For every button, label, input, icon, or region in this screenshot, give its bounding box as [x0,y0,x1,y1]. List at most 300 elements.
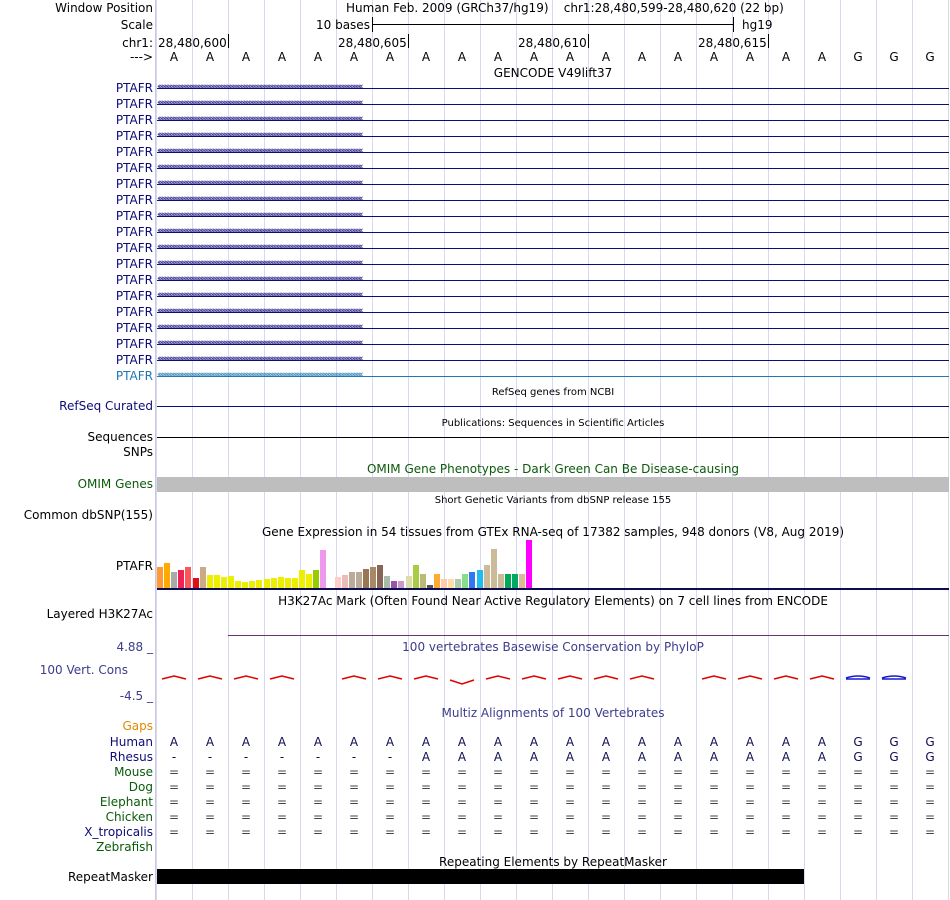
alignment-base: A [421,750,431,764]
coordinate-label: 28,480,610 [518,36,587,50]
alignment-base: A [673,735,683,749]
gaps-label[interactable]: Gaps [122,719,153,733]
scale-label: Scale [120,18,153,32]
species-label[interactable]: Elephant [99,795,153,809]
gtex-tissue-bar[interactable] [228,576,234,588]
alignment-base: = [816,765,828,779]
alignment-base: = [168,795,180,809]
phylop-score-mark[interactable] [702,676,726,679]
alignment-base: = [852,810,864,824]
gtex-tissue-bar[interactable] [484,565,490,588]
alignment-base: = [456,780,468,794]
alignment-base: A [529,750,539,764]
phylop-label[interactable]: 100 Vert. Cons [39,663,128,677]
gtex-tissue-bar[interactable] [398,581,404,588]
alignment-base: A [457,750,467,764]
intron-arrows: ‹‹‹‹‹‹‹‹‹‹‹‹‹‹‹‹‹‹‹‹‹‹‹‹‹‹‹‹‹‹‹‹‹‹‹‹‹‹‹‹‹‹‹‹‹‹‹‹‹‹‹‹‹‹‹‹‹‹‹‹‹‹‹‹‹‹‹‹‹‹‹‹‹‹‹‹‹‹‹‹‹‹‹‹‹‹‹‹‹‹‹‹‹‹‹‹‹‹‹‹‹‹‹‹‹‹‹‹‹‹‹‹‹‹‹‹‹‹‹‹‹‹‹‹‹‹‹‹‹‹‹‹ [157,210,362,220]
omim-gene-bar[interactable] [157,477,949,492]
base-letter: A [169,50,179,64]
alignment-base: = [816,795,828,809]
alignment-base: = [744,810,756,824]
intron-arrows: ‹‹‹‹‹‹‹‹‹‹‹‹‹‹‹‹‹‹‹‹‹‹‹‹‹‹‹‹‹‹‹‹‹‹‹‹‹‹‹‹‹‹‹‹‹‹‹‹‹‹‹‹‹‹‹‹‹‹‹‹‹‹‹‹‹‹‹‹‹‹‹‹‹‹‹‹‹‹‹‹‹‹‹‹‹‹‹‹‹‹‹‹‹‹‹‹‹‹‹‹‹‹‹‹‹‹‹‹‹‹‹‹‹‹‹‹‹‹‹‹‹‹‹‹‹‹‹‹‹‹‹‹ [157,322,362,332]
base-letter: A [313,50,323,64]
alignment-base: = [456,795,468,809]
alignment-base: = [240,780,252,794]
gtex-tissue-bar[interactable] [477,570,483,588]
phylop-graph[interactable] [156,660,950,700]
repeatmasker-label[interactable]: RepeatMasker [67,870,153,884]
pubs-line[interactable] [157,437,949,438]
alignment-base: = [600,795,612,809]
intron-arrows: ‹‹‹‹‹‹‹‹‹‹‹‹‹‹‹‹‹‹‹‹‹‹‹‹‹‹‹‹‹‹‹‹‹‹‹‹‹‹‹‹‹‹‹‹‹‹‹‹‹‹‹‹‹‹‹‹‹‹‹‹‹‹‹‹‹‹‹‹‹‹‹‹‹‹‹‹‹‹‹‹‹‹‹‹‹‹‹‹‹‹‹‹‹‹‹‹‹‹‹‹‹‹‹‹‹‹‹‹‹‹‹‹‹‹‹‹‹‹‹‹‹‹‹‹‹‹‹‹‹‹‹‹ [157,194,362,204]
alignment-base: A [745,750,755,764]
alignment-base: A [493,735,503,749]
alignment-base: A [709,750,719,764]
transcript-label[interactable]: PTAFR [115,177,153,191]
alignment-base: = [708,765,720,779]
alignment-base: = [924,810,936,824]
gtex-tissue-bar[interactable] [157,567,163,588]
phylop-score-mark[interactable] [522,676,546,679]
gtex-tissue-bar[interactable] [306,574,312,588]
alignment-base: = [888,765,900,779]
intron-arrows: ‹‹‹‹‹‹‹‹‹‹‹‹‹‹‹‹‹‹‹‹‹‹‹‹‹‹‹‹‹‹‹‹‹‹‹‹‹‹‹‹‹‹‹‹‹‹‹‹‹‹‹‹‹‹‹‹‹‹‹‹‹‹‹‹‹‹‹‹‹‹‹‹‹‹‹‹‹‹‹‹‹‹‹‹‹‹‹‹‹‹‹‹‹‹‹‹‹‹‹‹‹‹‹‹‹‹‹‹‹‹‹‹‹‹‹‹‹‹‹‹‹‹‹‹‹‹‹‹‹‹‹‹ [157,242,362,252]
gtex-tissue-bar[interactable] [441,579,447,588]
alignment-base: = [564,765,576,779]
species-label[interactable]: Chicken [105,810,153,824]
intron-arrows: ‹‹‹‹‹‹‹‹‹‹‹‹‹‹‹‹‹‹‹‹‹‹‹‹‹‹‹‹‹‹‹‹‹‹‹‹‹‹‹‹‹‹‹‹‹‹‹‹‹‹‹‹‹‹‹‹‹‹‹‹‹‹‹‹‹‹‹‹‹‹‹‹‹‹‹‹‹‹‹‹‹‹‹‹‹‹‹‹‹‹‹‹‹‹‹‹‹‹‹‹‹‹‹‹‹‹‹‹‹‹‹‹‹‹‹‹‹‹‹‹‹‹‹‹‹‹‹‹‹‹‹‹ [157,98,362,108]
alignment-base: = [636,825,648,839]
alignment-base: A [817,750,827,764]
phylop-score-mark[interactable] [234,676,258,679]
species-label[interactable]: Mouse [114,765,153,779]
refseq-label[interactable]: RefSeq Curated [59,399,153,413]
alignment-base: = [780,780,792,794]
alignment-base: = [528,795,540,809]
transcript-label[interactable]: PTAFR [115,305,153,319]
alignment-base: = [168,810,180,824]
assembly-name: Human Feb. 2009 (GRCh37/hg19) [346,1,549,15]
alignment-base: = [672,810,684,824]
phylop-score-mark[interactable] [270,676,294,679]
base-letter: G [853,50,863,64]
transcript-label[interactable]: PTAFR [115,353,153,367]
alignment-base: = [636,795,648,809]
alignment-base: = [852,780,864,794]
alignment-base: = [780,795,792,809]
phylop-score-mark[interactable] [594,676,618,679]
intron-arrows: ‹‹‹‹‹‹‹‹‹‹‹‹‹‹‹‹‹‹‹‹‹‹‹‹‹‹‹‹‹‹‹‹‹‹‹‹‹‹‹‹‹‹‹‹‹‹‹‹‹‹‹‹‹‹‹‹‹‹‹‹‹‹‹‹‹‹‹‹‹‹‹‹‹‹‹‹‹‹‹‹‹‹‹‹‹‹‹‹‹‹‹‹‹‹‹‹‹‹‹‹‹‹‹‹‹‹‹‹‹‹‹‹‹‹‹‹‹‹‹‹‹‹‹‹‹‹‹‹‹‹‹‹ [157,290,362,300]
alignment-base: = [204,810,216,824]
alignment-base: - [243,750,249,764]
phylop-score-mark[interactable] [162,676,186,679]
alignment-base: A [709,735,719,749]
alignment-base: G [853,750,863,764]
gtex-tissue-bar[interactable] [363,569,369,588]
alignment-base: = [276,825,288,839]
alignment-base: A [781,735,791,749]
alignment-base: = [708,780,720,794]
gtex-tissue-bar[interactable] [200,567,206,588]
h3k27ac-signal[interactable] [228,635,949,636]
alignment-base: = [384,810,396,824]
transcript-label[interactable]: PTAFR [115,337,153,351]
base-letter: A [673,50,683,64]
intron-arrows: ‹‹‹‹‹‹‹‹‹‹‹‹‹‹‹‹‹‹‹‹‹‹‹‹‹‹‹‹‹‹‹‹‹‹‹‹‹‹‹‹‹‹‹‹‹‹‹‹‹‹‹‹‹‹‹‹‹‹‹‹‹‹‹‹‹‹‹‹‹‹‹‹‹‹‹‹‹‹‹‹‹‹‹‹‹‹‹‹‹‹‹‹‹‹‹‹‹‹‹‹‹‹‹‹‹‹‹‹‹‹‹‹‹‹‹‹‹‹‹‹‹‹‹‹‹‹‹‹‹‹‹‹ [157,274,362,284]
base-letter: A [601,50,611,64]
phylop-score-mark[interactable] [450,680,474,684]
coordinate-tick [228,34,229,48]
dbsnp-title: Short Genetic Variants from dbSNP release 155 [434,495,672,506]
gtex-label[interactable]: PTAFR [115,559,153,573]
gtex-tissue-bar[interactable] [235,581,241,588]
gtex-tissue-bar[interactable] [299,570,305,588]
base-letter: A [349,50,359,64]
gtex-tissue-bar[interactable] [519,574,525,588]
phylop-score-mark[interactable] [846,676,870,679]
phylop-score-mark[interactable] [378,676,402,679]
intron-arrows: ‹‹‹‹‹‹‹‹‹‹‹‹‹‹‹‹‹‹‹‹‹‹‹‹‹‹‹‹‹‹‹‹‹‹‹‹‹‹‹‹‹‹‹‹‹‹‹‹‹‹‹‹‹‹‹‹‹‹‹‹‹‹‹‹‹‹‹‹‹‹‹‹‹‹‹‹‹‹‹‹‹‹‹‹‹‹‹‹‹‹‹‹‹‹‹‹‹‹‹‹‹‹‹‹‹‹‹‹‹‹‹‹‹‹‹‹‹‹‹‹‹‹‹‹‹‹‹‹‹‹‹‹ [157,82,362,92]
transcript-label[interactable]: PTAFR [115,225,153,239]
gtex-tissue-bar[interactable] [384,576,390,588]
gtex-tissue-bar[interactable] [249,581,255,588]
alignment-base: = [348,765,360,779]
alignment-base: A [493,750,503,764]
alignment-base: = [780,825,792,839]
gtex-tissue-bar[interactable] [505,574,511,588]
alignment-base: A [205,735,215,749]
alignment-base: = [240,765,252,779]
gtex-tissue-bar[interactable] [278,577,284,588]
alignment-base: = [492,765,504,779]
alignment-base: = [312,795,324,809]
phylop-score-mark[interactable] [630,676,654,679]
coordinate-label: 28,480,605 [338,36,407,50]
gtex-tissue-bar[interactable] [320,550,326,588]
scale-bar [372,24,733,25]
alignment-base: = [420,825,432,839]
alignment-base: = [924,825,936,839]
alignment-base: = [240,795,252,809]
alignment-base: = [384,765,396,779]
alignment-base: = [672,825,684,839]
alignment-base: A [529,735,539,749]
species-label[interactable]: Rhesus [109,750,153,764]
gtex-tissue-bar[interactable] [469,572,475,588]
alignment-base: - [315,750,321,764]
scale-db: hg19 [742,18,773,32]
transcript-label[interactable]: PTAFR [115,161,153,175]
alignment-base: = [708,810,720,824]
species-label[interactable]: X_tropicalis [84,825,153,839]
transcript-label[interactable]: PTAFR [115,369,153,383]
alignment-base: = [636,780,648,794]
strand-arrow-label: ---> [129,50,153,64]
alignment-base: = [924,765,936,779]
repeatmasker-element[interactable] [157,869,804,884]
alignment-base: = [240,825,252,839]
alignment-base: = [456,825,468,839]
alignment-base: = [456,810,468,824]
phylop-score-mark[interactable] [342,676,366,679]
phylop-score-mark[interactable] [774,676,798,679]
alignment-base: = [204,765,216,779]
alignment-base: = [420,765,432,779]
alignment-base: A [385,735,395,749]
gtex-tissue-bar[interactable] [271,578,277,588]
base-letter: A [745,50,755,64]
gtex-tissue-bar[interactable] [292,578,298,588]
alignment-base: = [744,825,756,839]
refseq-title: RefSeq genes from NCBI [491,387,615,398]
alignment-base: A [565,735,575,749]
alignment-base: = [528,810,540,824]
alignment-base: = [924,780,936,794]
coordinate-tick [768,34,769,48]
alignment-base: - [387,750,393,764]
alignment-base: = [276,810,288,824]
gtex-baseline [157,588,949,590]
alignment-base: = [888,780,900,794]
alignment-base: = [816,780,828,794]
base-letter: A [421,50,431,64]
gtex-tissue-bar[interactable] [349,572,355,588]
gtex-tissue-bar[interactable] [313,570,319,588]
gtex-tissue-bar[interactable] [491,549,497,588]
snps-label[interactable]: SNPs [123,445,153,459]
alignment-base: - [351,750,357,764]
transcript-label[interactable]: PTAFR [115,81,153,95]
alignment-base: = [708,795,720,809]
alignment-base: A [637,735,647,749]
alignment-base: = [348,810,360,824]
alignment-base: = [348,780,360,794]
alignment-base: = [888,810,900,824]
gtex-tissue-bar[interactable] [420,574,426,588]
gtex-tissue-bar[interactable] [342,575,348,588]
coordinate-tick [588,34,589,48]
alignment-base: G [925,750,935,764]
gtex-tissue-bar[interactable] [448,579,454,588]
gtex-tissue-bar[interactable] [370,567,376,588]
phylop-score-mark[interactable] [486,676,510,679]
alignment-base: = [312,765,324,779]
alignment-base: A [169,735,179,749]
alignment-base: = [600,810,612,824]
base-letter: A [457,50,467,64]
alignment-base: = [672,780,684,794]
h3k27ac-title: H3K27Ac Mark (Often Found Near Active Regulatory Elements) on 7 cell lines from ENCODE [278,594,828,608]
alignment-base: A [313,735,323,749]
gtex-tissue-bar[interactable] [335,577,341,588]
transcript-label[interactable]: PTAFR [115,289,153,303]
gtex-tissue-bar[interactable] [178,570,184,588]
gtex-tissue-bar[interactable] [512,574,518,588]
alignment-base: = [312,780,324,794]
alignment-base: = [636,810,648,824]
gtex-tissue-bar[interactable] [455,579,461,588]
alignment-base: = [204,825,216,839]
base-letter: G [889,50,899,64]
gtex-title: Gene Expression in 54 tissues from GTEx RNA-seq of 17382 samples, 948 donors (V8, Aug 2019) [261,525,845,539]
transcript-label[interactable]: PTAFR [115,97,153,111]
phylop-score-mark[interactable] [810,676,834,679]
h3k27ac-label[interactable]: Layered H3K27Ac [46,607,153,621]
alignment-base: A [565,750,575,764]
label-separator [155,0,156,900]
gtex-tissue-bar[interactable] [434,574,440,588]
coordinate-label: 28,480,615 [698,36,767,50]
intron-arrows: ‹‹‹‹‹‹‹‹‹‹‹‹‹‹‹‹‹‹‹‹‹‹‹‹‹‹‹‹‹‹‹‹‹‹‹‹‹‹‹‹‹‹‹‹‹‹‹‹‹‹‹‹‹‹‹‹‹‹‹‹‹‹‹‹‹‹‹‹‹‹‹‹‹‹‹‹‹‹‹‹‹‹‹‹‹‹‹‹‹‹‹‹‹‹‹‹‹‹‹‹‹‹‹‹‹‹‹‹‹‹‹‹‹‹‹‹‹‹‹‹‹‹‹‹‹‹‹‹‹‹‹‹ [157,178,362,188]
alignment-base: = [420,810,432,824]
gtex-tissue-bar[interactable] [406,576,412,588]
species-label[interactable]: Human [109,735,153,749]
phylop-score-mark[interactable] [558,676,582,679]
base-letter: A [817,50,827,64]
gtex-tissue-bar[interactable] [391,581,397,588]
alignment-base: = [348,825,360,839]
alignment-base: G [889,750,899,764]
alignment-base: = [312,825,324,839]
gtex-tissue-bar[interactable] [498,574,504,588]
phylop-min-label: -4.5 _ [119,689,153,703]
alignment-base: = [168,825,180,839]
alignment-base: = [744,780,756,794]
alignment-base: = [564,825,576,839]
alignment-base: A [601,750,611,764]
gtex-tissue-bar[interactable] [526,540,532,588]
gtex-tissue-bar[interactable] [207,575,213,588]
intron-arrows: ‹‹‹‹‹‹‹‹‹‹‹‹‹‹‹‹‹‹‹‹‹‹‹‹‹‹‹‹‹‹‹‹‹‹‹‹‹‹‹‹‹‹‹‹‹‹‹‹‹‹‹‹‹‹‹‹‹‹‹‹‹‹‹‹‹‹‹‹‹‹‹‹‹‹‹‹‹‹‹‹‹‹‹‹‹‹‹‹‹‹‹‹‹‹‹‹‹‹‹‹‹‹‹‹‹‹‹‹‹‹‹‹‹‹‹‹‹‹‹‹‹‹‹‹‹‹‹‹‹‹‹‹ [157,114,362,124]
alignment-base: = [528,780,540,794]
alignment-base: = [456,765,468,779]
gtex-tissue-bar[interactable] [462,574,468,588]
intron-arrows: ‹‹‹‹‹‹‹‹‹‹‹‹‹‹‹‹‹‹‹‹‹‹‹‹‹‹‹‹‹‹‹‹‹‹‹‹‹‹‹‹‹‹‹‹‹‹‹‹‹‹‹‹‹‹‹‹‹‹‹‹‹‹‹‹‹‹‹‹‹‹‹‹‹‹‹‹‹‹‹‹‹‹‹‹‹‹‹‹‹‹‹‹‹‹‹‹‹‹‹‹‹‹‹‹‹‹‹‹‹‹‹‹‹‹‹‹‹‹‹‹‹‹‹‹‹‹‹‹‹‹‹‹ [157,226,362,236]
base-letter: A [277,50,287,64]
transcript-label[interactable]: PTAFR [115,321,153,335]
base-letter: A [493,50,503,64]
alignment-base: A [781,750,791,764]
alignment-base: A [817,735,827,749]
alignment-base: = [384,780,396,794]
alignment-base: = [600,825,612,839]
transcript-label[interactable]: PTAFR [115,129,153,143]
repeatmasker-title: Repeating Elements by RepeatMasker [439,855,667,869]
alignment-base: = [204,795,216,809]
alignment-base: A [457,735,467,749]
gtex-tissue-bar[interactable] [256,580,262,588]
alignment-base: = [492,795,504,809]
base-letter: A [709,50,719,64]
gtex-tissue-bar[interactable] [264,579,270,588]
phylop-max-label: 4.88 _ [116,640,153,654]
position-readout: chr1:28,480,599-28,480,620 (22 bp) [563,1,784,15]
alignment-base: = [636,765,648,779]
chrom-label: chr1: [122,36,153,50]
gtex-tissue-bar[interactable] [377,565,383,588]
alignment-base: A [637,750,647,764]
refseq-gene-line[interactable] [157,406,949,407]
alignment-base: A [745,735,755,749]
transcript-label[interactable]: PTAFR [115,257,153,271]
alignment-base: = [780,765,792,779]
alignment-base: = [600,780,612,794]
gtex-chart[interactable] [157,540,949,588]
gtex-tissue-bar[interactable] [413,565,419,588]
gtex-tissue-bar[interactable] [185,567,191,588]
coordinate-tick [408,34,409,48]
alignment-base: A [241,735,251,749]
alignment-base: = [816,825,828,839]
scale-bases-text: 10 bases [316,18,370,32]
transcript-label[interactable]: PTAFR [115,145,153,159]
gtex-tissue-bar[interactable] [171,572,177,588]
gtex-tissue-bar[interactable] [221,577,227,588]
alignment-base: = [816,810,828,824]
alignment-base: - [279,750,285,764]
alignment-base: A [421,735,431,749]
alignment-base: = [888,795,900,809]
gtex-tissue-bar[interactable] [193,578,199,588]
alignment-base: A [673,750,683,764]
transcript-label[interactable]: PTAFR [115,241,153,255]
phylop-score-mark[interactable] [738,676,762,679]
dbsnp-label[interactable]: Common dbSNP(155) [23,508,153,522]
gtex-tissue-bar[interactable] [164,563,170,588]
alignment-base: = [240,810,252,824]
transcript-label[interactable]: PTAFR [115,273,153,287]
alignment-base: = [708,825,720,839]
assembly-title [346,1,784,16]
alignment-base: = [852,765,864,779]
alignment-base: = [528,825,540,839]
base-letter: A [529,50,539,64]
alignment-base: = [852,825,864,839]
base-letter: A [781,50,791,64]
alignment-base: = [852,795,864,809]
omim-label[interactable]: OMIM Genes [77,477,153,491]
alignment-base: = [276,780,288,794]
gtex-tissue-bar[interactable] [285,578,291,588]
species-label[interactable]: Dog [128,780,153,794]
transcript-label[interactable]: PTAFR [115,193,153,207]
alignment-base: = [312,810,324,824]
species-label[interactable]: Zebrafish [96,840,153,854]
alignment-base: = [528,765,540,779]
gtex-tissue-bar[interactable] [214,575,220,588]
alignment-base: G [889,735,899,749]
alignment-base: = [672,795,684,809]
transcript-label[interactable]: PTAFR [115,113,153,127]
phylop-score-mark[interactable] [414,676,438,679]
omim-title: OMIM Gene Phenotypes - Dark Green Can Be Disease-causing [366,462,740,476]
pubs-label[interactable]: Sequences [87,430,153,444]
alignment-base: = [564,810,576,824]
gtex-tissue-bar[interactable] [356,572,362,588]
alignment-base: = [420,795,432,809]
intron-arrows: ‹‹‹‹‹‹‹‹‹‹‹‹‹‹‹‹‹‹‹‹‹‹‹‹‹‹‹‹‹‹‹‹‹‹‹‹‹‹‹‹‹‹‹‹‹‹‹‹‹‹‹‹‹‹‹‹‹‹‹‹‹‹‹‹‹‹‹‹‹‹‹‹‹‹‹‹‹‹‹‹‹‹‹‹‹‹‹‹‹‹‹‹‹‹‹‹‹‹‹‹‹‹‹‹‹‹‹‹‹‹‹‹‹‹‹‹‹‹‹‹‹‹‹‹‹‹‹‹‹‹‹‹ [157,146,362,156]
multiz-title: Multiz Alignments of 100 Vertebrates [441,706,665,720]
base-letter: A [565,50,575,64]
phylop-score-mark[interactable] [198,676,222,679]
alignment-base: = [276,795,288,809]
alignment-base: A [349,735,359,749]
alignment-base: = [600,765,612,779]
alignment-base: = [204,780,216,794]
phylop-score-mark[interactable] [882,676,906,679]
transcript-label[interactable]: PTAFR [115,209,153,223]
alignment-base: = [492,780,504,794]
